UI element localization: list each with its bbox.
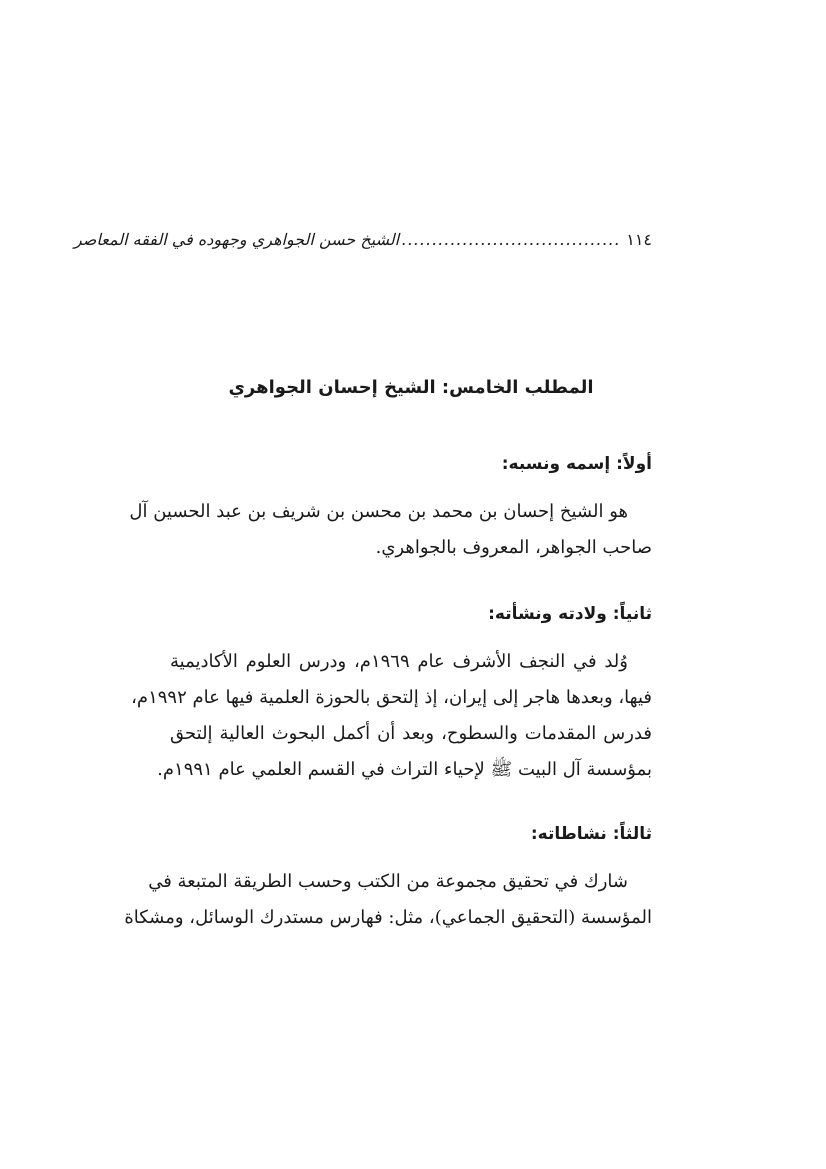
paragraph-birth-upbringing [131, 644, 652, 788]
paragraph-line: بمؤسسة آل البيت ﷺ لإحياء التراث في القسم العلمي عام ١٩٩١م. [157, 759, 652, 780]
running-header [73, 224, 652, 254]
page-number: ١١٤ [626, 229, 652, 249]
book-title: الشيخ حسن الجواهري وجهوده في الفقه المعاصر [73, 229, 400, 249]
paragraph-activities [124, 864, 652, 936]
paragraph-line: فيها، وبعدها هاجر إلى إيران، إذ إلتحق بالحوزة العلمية فيها عام ١٩٩٢م، [131, 687, 652, 708]
section-title: المطلب الخامس: الشيخ إحسان الجواهري [228, 377, 594, 398]
part-heading-activities: ثالثاً: نشاطاته: [530, 824, 652, 844]
paragraph-line: هو الشيخ إحسان بن محمد بن محسن بن شريف بن عبد الحسين آل [129, 501, 628, 522]
part-heading-birth-upbringing: ثانياً: ولادته ونشأته: [488, 604, 652, 624]
header-dot-leader: .................................... [401, 229, 621, 249]
part-heading-name-lineage: أولاً: إسمه ونسبه: [501, 454, 652, 474]
paragraph-line: شارك في تحقيق مجموعة من الكتب وحسب الطريقة المتبعة في [148, 871, 628, 892]
paragraph-line: فدرس المقدمات والسطوح، وبعد أن أكمل البحوث العالية إلتحق [170, 723, 652, 744]
paragraph-line: وُلد في النجف الأشرف عام ١٩٦٩م، ودرس العلوم الأكاديمية [170, 651, 628, 672]
paragraph-line: المؤسسة (التحقيق الجماعي)، مثل: فهارس مستدرك الوسائل، ومشكاة [124, 907, 652, 928]
paragraph-name-lineage [129, 494, 652, 566]
paragraph-line: صاحب الجواهر، المعروف بالجواهري. [375, 537, 652, 558]
